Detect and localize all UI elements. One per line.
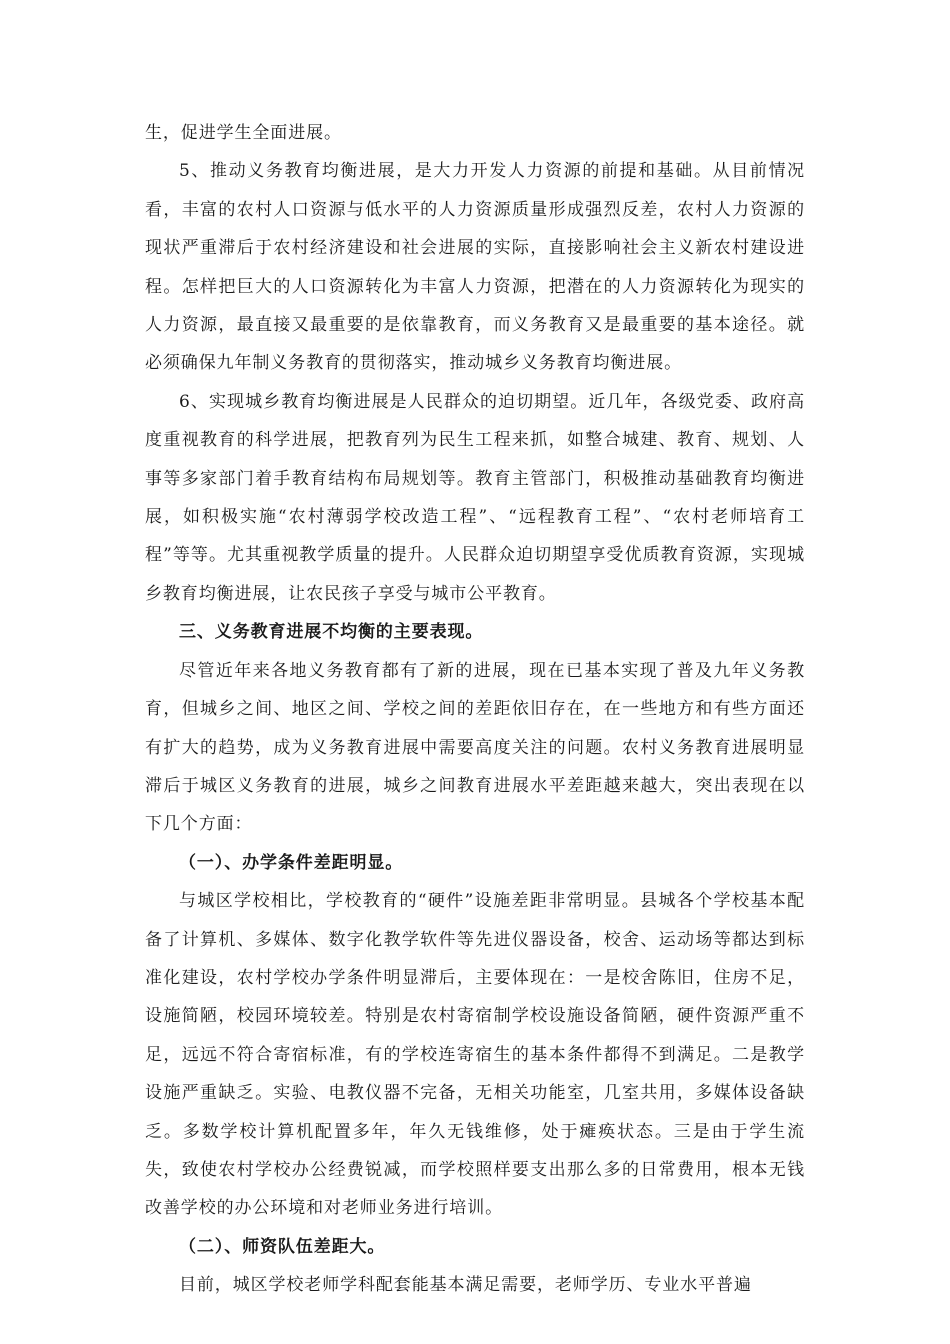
paragraph-continuation: 生，促进学生全面进展。 [145, 123, 342, 143]
section-heading-3: 三、义务教育进展不均衡的主要表现。 [179, 622, 484, 643]
paragraph-point-6: 6、实现城乡教育均衡进展是人民群众的迫切期望。近几年，各级党委、政府高度重视教育的科学进展，把教育列为民生工程来抓，如整合城建、教育、规划、人事等多家部门着手教育结构布局规划等。教育主管部门，积极推动基础教育均衡进展，如积极实施“农村薄弱学校改造工程”、“远程教育工程”、“农村老师培育工程”等等。尤其重视教学质量的提升。人民群众迫切期望享受优质教育资源，实现城乡教育均衡进展，让农民孩子享受与城市公平教育。 [145, 391, 805, 604]
document-page [145, 114, 805, 1305]
paragraph-conditions-gap: 与城区学校相比，学校教育的“硬件”设施差距非常明显。县城各个学校基本配备了计算机、多媒体、数字化教学软件等先进仪器设备，校舍、运动场等都达到标准化建设，农村学校办学条件明显滞后，主要体现在：一是校舍陈旧，住房不足，设施简陋，校园环境较差。特别是农村寄宿制学校设施设备简陋，硬件资源严重不足，远远不符合寄宿标准，有的学校连寄宿生的基本条件都得不到满足。二是教学设施严重缺乏。实验、电教仪器不完备，无相关功能室，几室共用，多媒体设备缺乏。多数学校计算机配置多年，年久无钱维修，处于瘫痪状态。三是由于学生流失，致使农村学校办公经费锐减，而学校照样要支出那么多的日常费用，根本无钱改善学校的办公环境和对老师业务进行培训。 [145, 891, 805, 1219]
paragraph-teacher-gap: 目前，城区学校老师学科配套能基本满足需要，老师学历、专业水平普遍 [179, 1275, 752, 1296]
paragraph-section-3-intro: 尽管近年来各地义务教育都有了新的进展，现在已基本实现了普及九年义务教育，但城乡之间、地区之间、学校之间的差距依旧存在，在一些地方和有些方面还有扩大的趋势，成为义务教育进展中需要高度关注的问题。农村义务教育进展明显滞后于城区义务教育的进展，城乡之间教育进展水平差距越来越大，突出表现在以下几个方面： [145, 660, 805, 835]
subheading-1: （一）、办学条件差距明显。 [179, 852, 404, 873]
paragraph-point-5: 5、推动义务教育均衡进展，是大力开发人力资源的前提和基础。从目前情况看，丰富的农村人口资源与低水平的人力资源质量形成强烈反差，农村人力资源的现状严重滞后于农村经济建设和社会进展的实际，直接影响社会主义新农村建设进程。怎样把巨大的人口资源转化为丰富人力资源，把潜在的人力资源转化为现实的人力资源，最直接又最重要的是依靠教育，而义务教育又是最重要的基本途径。就必须确保九年制义务教育的贯彻落实，推动城乡义务教育均衡进展。 [145, 161, 805, 374]
subheading-2: （二）、师资队伍差距大。 [179, 1236, 386, 1257]
